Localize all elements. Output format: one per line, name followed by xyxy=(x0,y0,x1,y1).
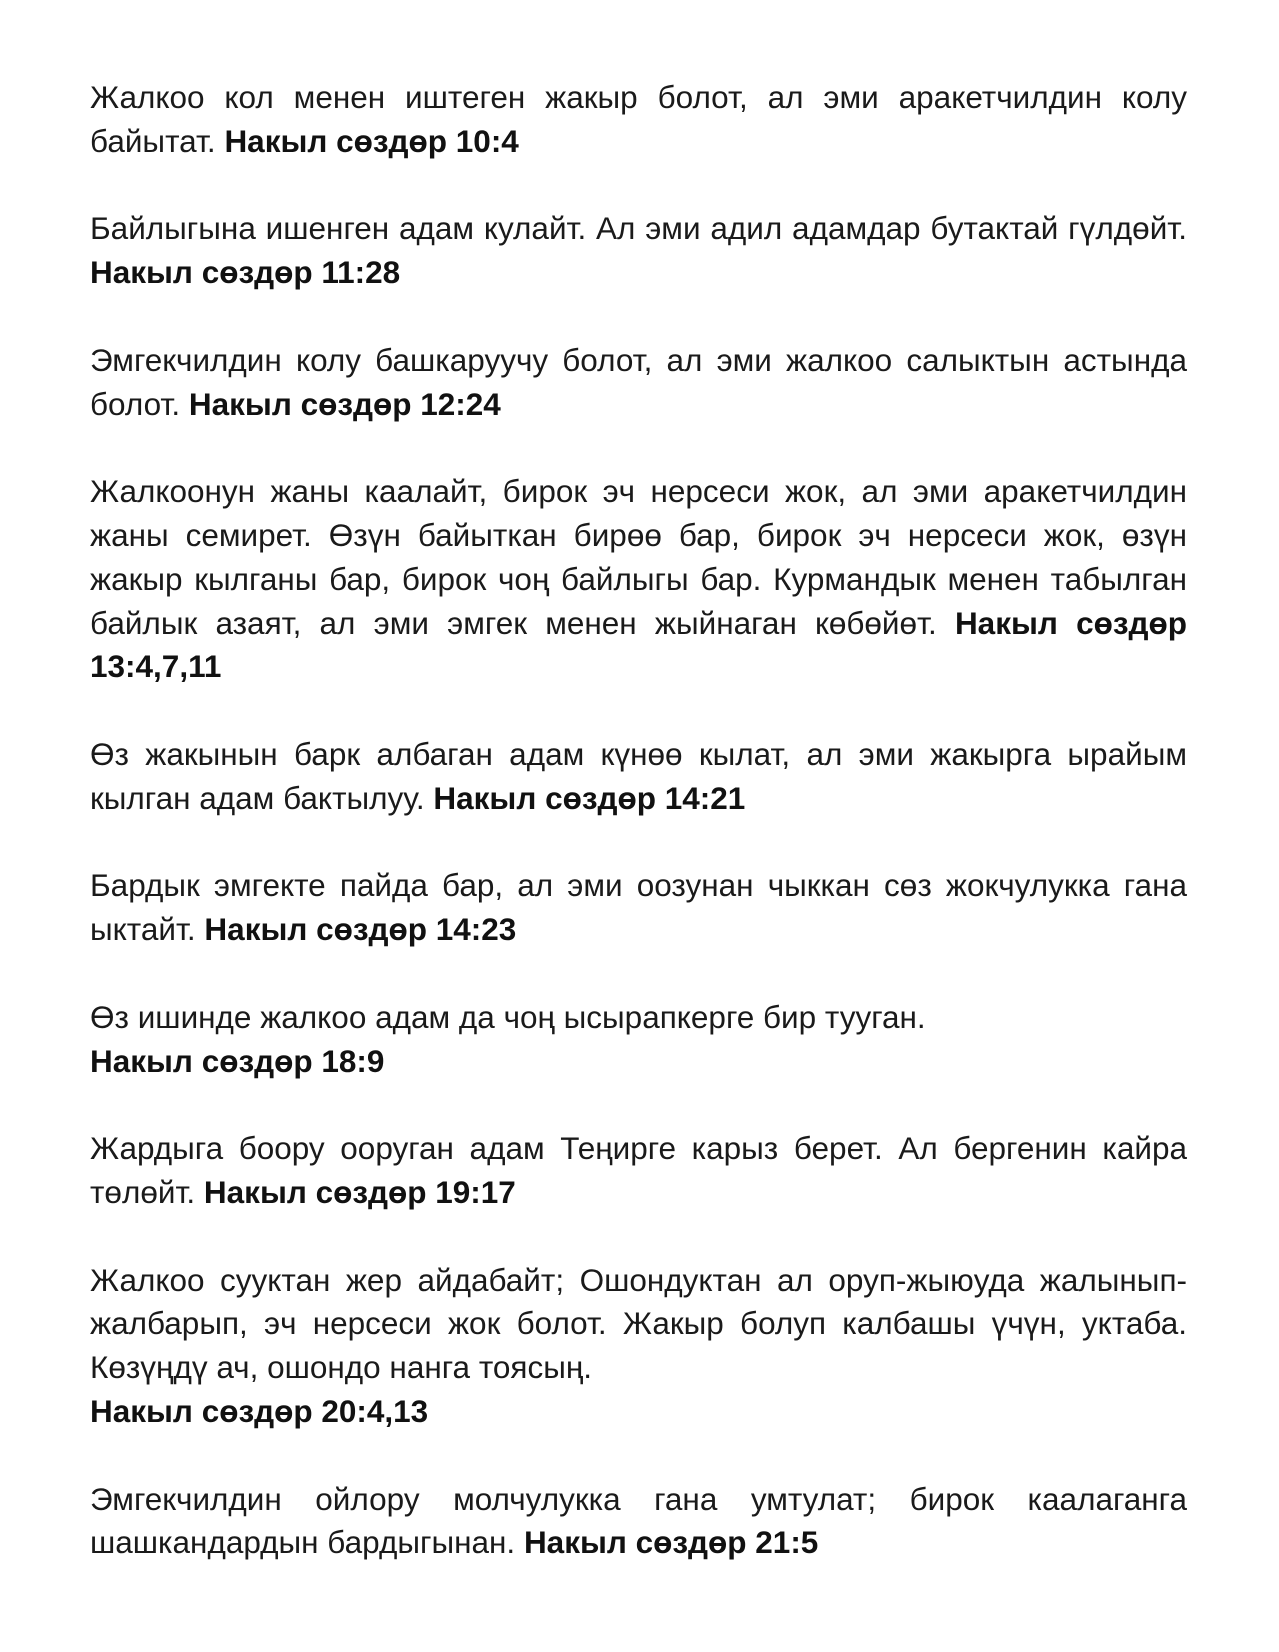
verse-reference: Накыл сөздөр 14:21 xyxy=(433,779,746,816)
verse-reference: Накыл сөздөр 18:9 xyxy=(90,1042,385,1079)
verse-reference: Накыл сөздөр 13:4,7,11 xyxy=(90,604,1187,685)
verse-text: Жалкоонун жаны каалайт, бирок эч нерсеси жок, ал эми аракетчилдин жаны семирет. Өзүн байыткан бирөө бар, бирок эч нерсеси жок, өзүн жакыр кылганы бар, бирок чоң байлыгы бар. Курмандык менен табылган байлык азаят, ал эми эмгек менен жыйнаган көбөйөт. xyxy=(90,473,1187,641)
verse-text: Байлыгына ишенген адам кулайт. Ал эми адил адамдар бутактай гүлдөйт. xyxy=(90,210,1187,247)
verse-reference: Накыл сөздөр 20:4,13 xyxy=(90,1392,429,1429)
verse-reference: Накыл сөздөр 11:28 xyxy=(90,254,401,291)
verse-text: Өз ишинде жалкоо адам да чоң ысырапкерге бир тууган. xyxy=(90,998,926,1035)
verse-text: Жалкоо сууктан жер айдабайт; Ошондуктан ал оруп-жыюуда жалынып-жалбарып, эч нерсеси жок болот. Жакыр болуп калбашы үчүн, уктаба. Көзүңдү ач, ошондо нанга тоясың. xyxy=(90,1261,1187,1386)
verse-paragraph xyxy=(90,864,1187,952)
verse-paragraph xyxy=(90,339,1187,427)
verse-paragraph xyxy=(90,76,1187,164)
verse-text: Бардык эмгекте пайда бар, ал эми оозунан чыккан сөз жокчулукка гана ыктайт. xyxy=(90,867,1187,948)
verse-text: Жардыга боору ооруган адам Теңирге карыз берет. Ал бергенин кайра төлөйт. xyxy=(90,1130,1187,1210)
verse-paragraph xyxy=(90,996,1187,1084)
verse-paragraph xyxy=(90,1127,1187,1215)
verse-paragraph xyxy=(90,470,1187,689)
document-page xyxy=(90,76,1187,1609)
verse-text: Эмгекчилдин колу башкаруучу болот, ал эми жалкоо салыктын астында болот. xyxy=(90,341,1187,422)
verse-paragraph xyxy=(90,733,1187,821)
verse-text: Жалкоо кол менен иштеген жакыр болот, ал эми аракетчилдин колу байытат. xyxy=(90,79,1187,159)
verse-text: Эмгекчилдин ойлору молчулукка гана умтулат; бирок каалаганга шашкандардын бардыгынан. xyxy=(90,1480,1187,1561)
verse-paragraph xyxy=(90,207,1187,295)
verse-paragraph xyxy=(90,1259,1187,1434)
verse-reference: Накыл сөздөр 12:24 xyxy=(188,385,501,422)
verse-reference: Накыл сөздөр 14:23 xyxy=(204,911,517,948)
verse-text: Өз жакынын барк албаган адам күнөө кылат, ал эми жакырга ырайым кылган адам бактылуу. xyxy=(90,735,1187,816)
verse-reference: Накыл сөздөр 19:17 xyxy=(203,1173,516,1210)
verse-paragraph xyxy=(90,1478,1187,1566)
verse-reference: Накыл сөздөр 10:4 xyxy=(224,122,519,159)
verse-reference: Накыл сөздөр 21:5 xyxy=(523,1524,819,1561)
